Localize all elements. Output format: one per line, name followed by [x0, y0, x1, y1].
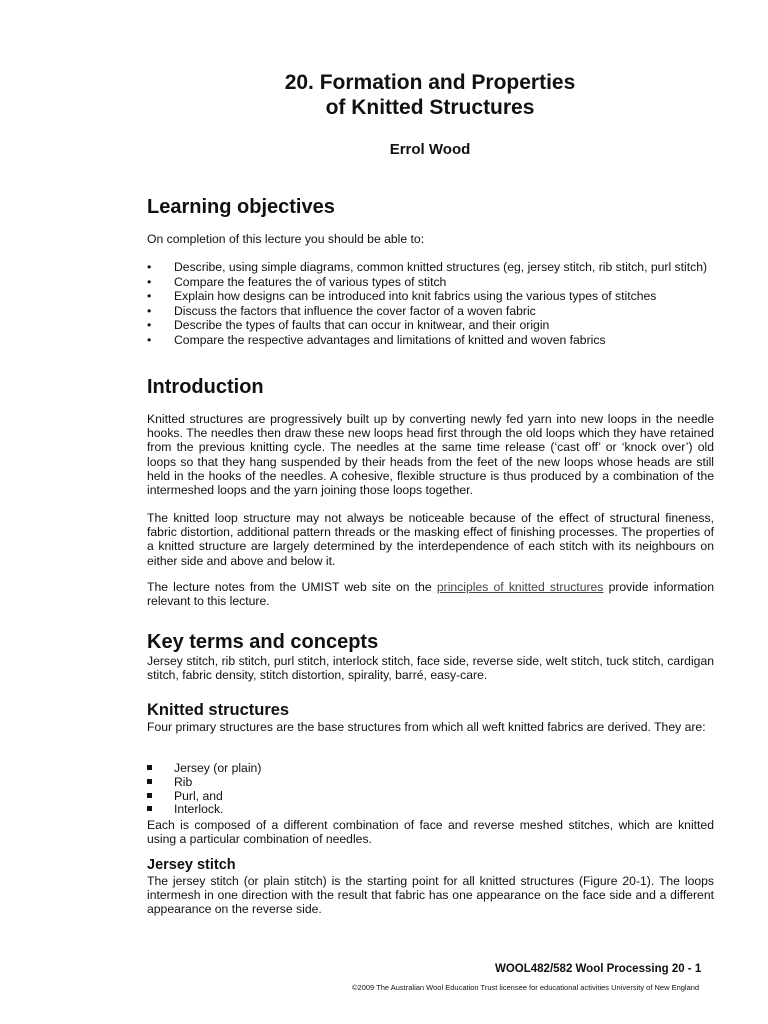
bullet-icon: • — [147, 318, 152, 333]
bullet-icon: • — [147, 303, 152, 318]
list-item: • Describe the types of faults that can occur in knitwear, and their origin — [147, 318, 550, 333]
title-line-1: 20. Formation and Properties — [284, 71, 576, 94]
list-item: Interlock. — [147, 803, 714, 817]
list-item: • Discuss the factors that influence the cover factor of a woven fabric — [147, 303, 536, 318]
jersey-stitch-heading: Jersey stitch — [147, 857, 236, 873]
list-item: Purl, and — [147, 790, 714, 804]
author: Errol Wood — [389, 141, 471, 158]
square-bullet-icon — [147, 790, 161, 804]
introduction-paragraph-2: The knitted loop structure may not always be noticeable because of the effect of structural fineness, fabric distortion, additional pattern threads or the masking effect of finishing processes. The properties of a knitted structure are largely determined by the interdependence of each stitch with its neighbours on either side and above and below it. — [147, 511, 714, 568]
list-item: • Compare the features the of various types of stitch — [147, 274, 447, 289]
list-item: • Describe, using simple diagrams, common knitted structures (eg, jersey stitch, rib stitch, purl stitch) — [147, 260, 708, 274]
introduction-paragraph-1: Knitted structures are progressively built up by converting newly fed yarn into new loops in the needle hooks. The needles then draw these new loops head first through the old loops which they have retained from the previous knitting cycle. The needles at the same time release (‘cast off’ or ‘knock over’) old loops so that they hang suspended by their heads from the feet of the new loops whose heads are still held in the hooks of the needles. A cohesive, flexible structure is thus produced by a combination of the intermeshed loops and the yarn joining those loops together. — [147, 412, 714, 498]
copyright-notice: ©2009 The Australian Wool Education Trust licensee for educational activities University of New England — [352, 983, 700, 992]
bullet-icon: • — [147, 274, 152, 289]
bullet-icon: • — [147, 289, 152, 304]
key-terms-text: Jersey stitch, rib stitch, purl stitch, interlock stitch, face side, reverse side, welt stitch, tuck stitch, cardigan stitch, fabric density, stitch distortion, spirality, barré, easy-care. — [147, 654, 714, 683]
knitted-structures-paragraph-2: Each is composed of a different combination of face and reverse meshed stitches, which are knitted using a particular combination of needles. — [147, 818, 714, 847]
title-line-2: of Knitted Structures — [325, 96, 535, 119]
list-item: Jersey (or plain) — [147, 762, 714, 776]
learning-objectives-list — [147, 260, 714, 348]
jersey-stitch-paragraph: The jersey stitch (or plain stitch) is the starting point for all knitted structures (Figure 20-1). The loops intermesh in one direction with the result that fabric has one appearance on the face side and a different appearance on the reverse side. — [147, 874, 714, 917]
list-item: • Compare the respective advantages and limitations of knitted and woven fabrics — [147, 332, 606, 347]
page-footer: WOOL482/582 Wool Processing 20 - 1 — [495, 963, 702, 975]
knitted-structures-paragraph-1: Four primary structures are the base structures from which all weft knitted fabrics are derived. They are: — [147, 720, 706, 734]
knitted-structures-heading: Knitted structures — [147, 701, 290, 719]
structures-list — [147, 762, 714, 817]
bullet-icon: • — [147, 332, 152, 347]
square-bullet-icon — [147, 762, 161, 776]
key-terms-heading: Key terms and concepts — [147, 631, 379, 653]
learning-objectives-intro: On completion of this lecture you should be able to: — [147, 232, 425, 246]
square-bullet-icon — [147, 776, 161, 790]
principles-link[interactable]: principles of knitted structures — [436, 580, 604, 594]
list-item: • Explain how designs can be introduced into knit fabrics using the various types of stitches — [147, 289, 657, 304]
bullet-icon: • — [147, 260, 152, 274]
learning-objectives-heading: Learning objectives — [147, 196, 335, 218]
introduction-heading: Introduction — [147, 376, 264, 398]
list-item: Rib — [147, 776, 714, 790]
square-bullet-icon — [147, 803, 161, 817]
introduction-paragraph-3: The lecture notes from the UMIST web site on the principles of knitted structures provide information relevant to this lecture. — [147, 580, 714, 609]
